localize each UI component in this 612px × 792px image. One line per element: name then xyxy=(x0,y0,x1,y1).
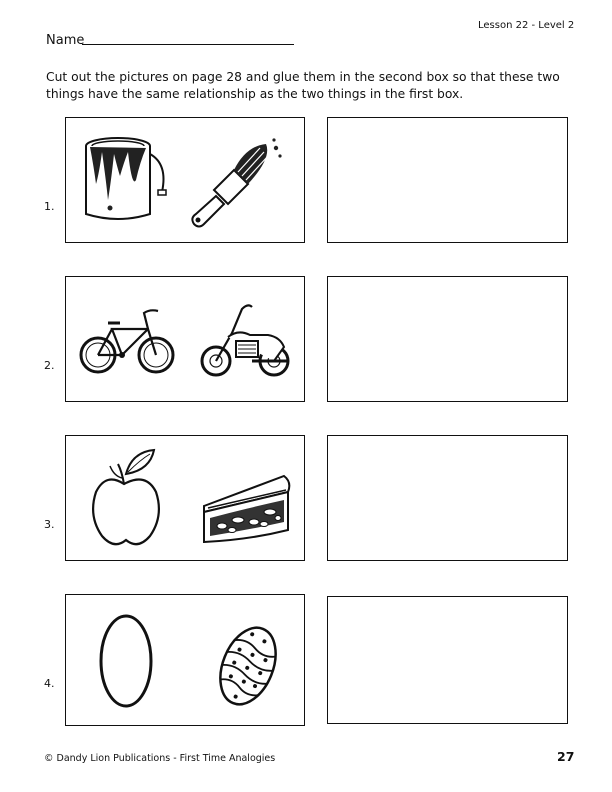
copyright-footer: © Dandy Lion Publications - First Time Analogies xyxy=(44,753,276,764)
example-box-4 xyxy=(65,594,305,726)
row-number: 2. xyxy=(44,359,55,372)
answer-box-3[interactable] xyxy=(327,435,568,561)
paint-brush-icon xyxy=(186,134,286,232)
decorated-egg-icon xyxy=(210,621,286,711)
paint-can-icon xyxy=(80,132,170,230)
name-line[interactable] xyxy=(82,44,294,45)
plain-egg-icon xyxy=(94,611,158,711)
example-box-3 xyxy=(65,435,305,561)
bicycle-icon xyxy=(78,299,178,379)
answer-box-4[interactable] xyxy=(327,596,568,724)
page-number: 27 xyxy=(557,749,575,764)
instructions: Cut out the pictures on page 28 and glue them in the second box so that these two things have the same relationship as the two things in the first box. xyxy=(46,70,560,101)
row-number: 4. xyxy=(44,677,55,690)
lesson-label: Lesson 22 - Level 2 xyxy=(478,20,575,31)
answer-box-2[interactable] xyxy=(327,276,568,402)
pie-slice-icon xyxy=(198,472,294,544)
row-number: 1. xyxy=(44,200,55,213)
answer-box-1[interactable] xyxy=(327,117,568,243)
example-box-2 xyxy=(65,276,305,402)
example-box-1 xyxy=(65,117,305,243)
apple-icon xyxy=(88,446,168,552)
motorcycle-icon xyxy=(198,297,294,381)
row-number: 3. xyxy=(44,518,55,531)
name-label: Name xyxy=(46,33,85,48)
